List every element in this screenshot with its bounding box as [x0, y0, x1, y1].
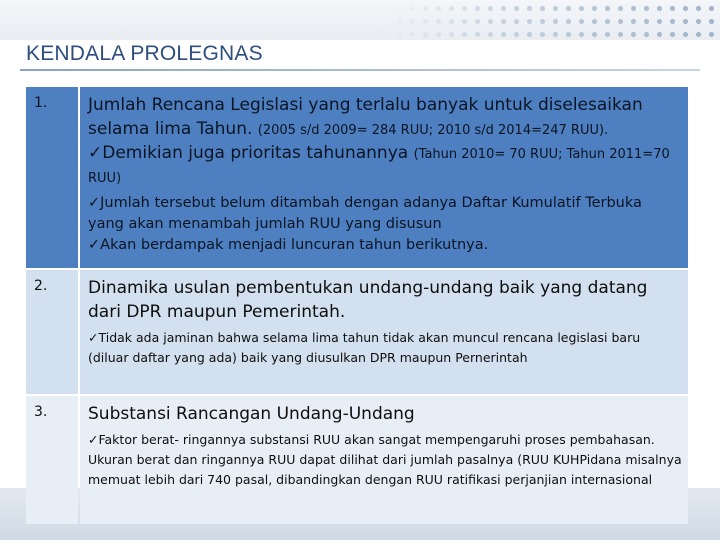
dot-pattern-decoration	[390, 0, 720, 40]
table-row-2	[26, 270, 688, 394]
check-icon: ✓	[88, 195, 101, 211]
main-note: (2005 s/d 2009= 284 RUU; 2010 s/d 2014=247 RUU).	[257, 123, 609, 138]
point-text: Akan berdampak menjadi luncuran tahun berikutnya.	[100, 237, 489, 253]
check-icon: ✓	[88, 432, 99, 447]
point-text: Demikian juga prioritas tahunannya	[102, 143, 409, 163]
row-content	[80, 270, 688, 394]
main-statement: Jumlah Rencana Legislasi yang terlalu banyak untuk diselesaikan selama lima Tahun.	[88, 95, 643, 139]
row-main-text	[88, 93, 682, 141]
row-number: 1.	[26, 87, 78, 268]
point-text: Tidak ada jaminan bahwa selama lima tahun tidak akan muncul rencana legislasi baru (diluar daftar yang ada) baik yang diusulkan DPR maupun Pernerintah	[88, 330, 641, 365]
check-icon: ✓	[88, 237, 101, 253]
main-statement: Substansi Rancangan Undang‑Undang	[88, 404, 415, 424]
table-row-3	[26, 396, 688, 524]
point-text: Jumlah tersebut belum ditambah dengan adanya Daftar Kumulatif Terbuka yang akan menambah jumlah RUU yang disusun	[88, 195, 642, 232]
list-item	[88, 430, 682, 490]
check-icon: ✓	[88, 143, 103, 163]
row-content	[80, 87, 688, 268]
list-item	[88, 328, 682, 368]
header-band	[0, 0, 720, 40]
point-note: (Tahun 2010= 70 RUU; Tahun 2011=70 RUU)	[88, 147, 670, 186]
point-text: Faktor berat- ringannya substansi RUU akan sangat mempengaruhi proses pembahasan. Ukuran berat dan ringannya RUU dapat dilihat dari jumlah pasalnya (RUU KUHPidana misalnya memuat lebih dari 740 pasal, dibandingkan dengan RUU ratifikasi perjanjian internasional	[88, 432, 682, 487]
list-item	[88, 193, 682, 235]
table-row-1	[26, 87, 688, 268]
row-number: 2.	[26, 270, 78, 394]
check-icon: ✓	[88, 330, 99, 345]
list-item	[88, 235, 682, 256]
row-number: 3.	[26, 396, 78, 524]
title-divider	[20, 69, 700, 71]
main-statement: Dinamika usulan pembentukan undang‑undang baik yang datang dari DPR maupun Pemerintah.	[88, 278, 648, 322]
slide-title: KENDALA PROLEGNAS	[26, 42, 263, 65]
list-item	[88, 141, 682, 189]
content-table	[26, 87, 688, 524]
row-content	[80, 396, 688, 524]
